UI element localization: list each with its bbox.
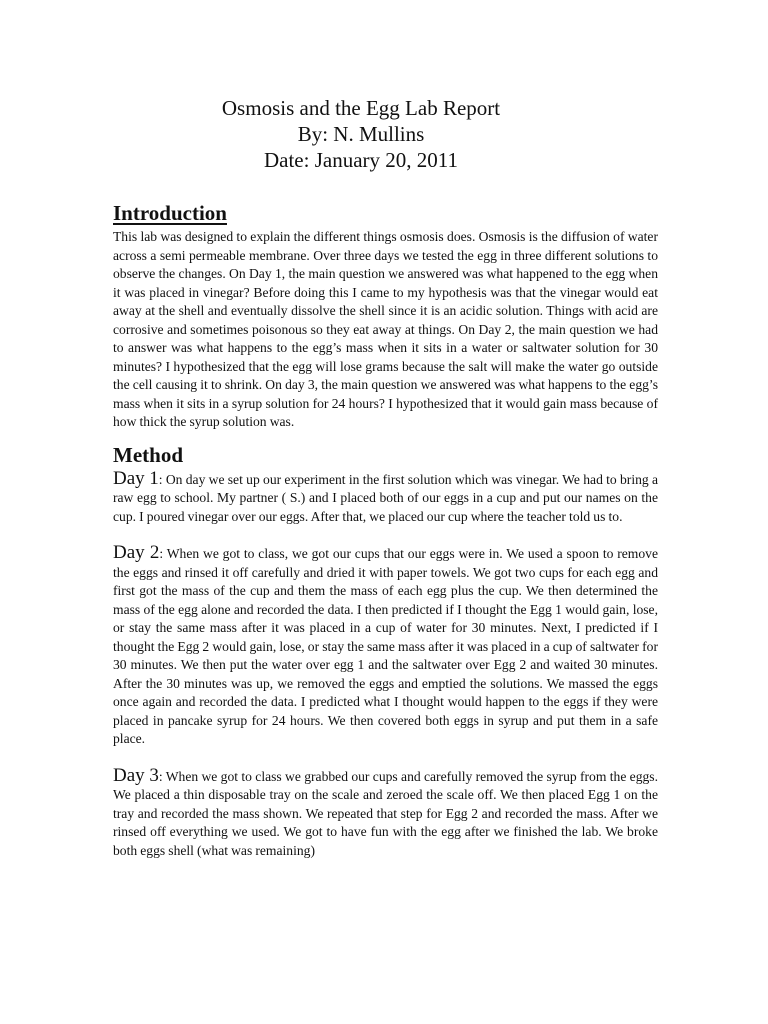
introduction-heading: Introduction (113, 201, 227, 225)
method-heading: Method (113, 442, 183, 467)
day-3-label: Day 3 (113, 764, 159, 786)
document-title: Osmosis and the Egg Lab Report (221, 96, 501, 120)
day-3-paragraph (113, 764, 658, 861)
day-1-paragraph (113, 467, 658, 527)
title-block (0, 95, 722, 173)
document-body (113, 200, 658, 860)
day-2-label: Day 2 (113, 542, 160, 563)
day-1-label: Day 1 (113, 467, 159, 489)
day-1-text: : On day we set up our experiment in the first solution which was vinegar. We had to bring a raw egg to school. My partner ( S.) and I placed both of our eggs in a cup and put our names on the cup. I poured vinegar over our eggs. After that, we placed our cup where the teacher told us to. (113, 471, 658, 524)
day-2-paragraph (113, 544, 658, 749)
day-3-text: : When we got to class we grabbed our cups and carefully removed the syrup from the eggs. We placed a thin disposable tray on the scale and zeroed the scale off. We then placed Egg 1 on the tray and recorded the mass shown. We repeated that step for Egg 2 and recorded the mass. After we rinsed off everything we used. We got to have fun with the egg after we finished the lab. We broke both eggs shell (what was remaining) (113, 768, 658, 858)
day-2-text: : When we got to class, we got our cups that our eggs were in. We used a spoon to remove the eggs and rinsed it off carefully and dried it with paper towels. We got two cups for each egg and first got the mass of the cup and them the mass of each egg plus the cup. We then determined the mass of the egg alone and recorded the data. I then predicted if I thought the Egg 1 would gain, lose, or stay the same mass after it was placed in a cup of water for 30 minutes. Next, I predicted if I thought the Egg 2 would gain, lose, or stay the same mass after it was placed in a cup of saltwater for 30 minutes. We then put the water over egg 1 and the saltwater over Egg 2 and waited 30 minutes. After the 30 minutes was up, we removed the eggs and emptied the solutions. We massed the eggs once again and recorded the data. I predicted what I thought would happen to the eggs if they were placed in pancake syrup for 24 hours. We then covered both eggs in syrup and put them in a safe place. (113, 546, 658, 746)
document-date: Date: January 20, 2011 (263, 148, 458, 172)
document-author: By: N. Mullins (297, 122, 425, 146)
introduction-paragraph: This lab was designed to explain the different things osmosis does. Osmosis is the diffusion of water across a semi permeable membrane. Over three days we tested the egg in three different solutions to observe the changes. On Day 1, the main question we answered was what happened to the egg when it was placed in vinegar? Before doing this I came to my hypothesis was that the vinegar would eat away at the shell and eventually dissolve the shell since it is an acidic solution. Things with acid are corrosive and sometimes poisonous so they eat away at things. On Day 2, the main question we had to answer was what happens to the egg’s mass when it sits in a water or saltwater solution for 30 minutes? I hypothesized that the egg will lose grams because the salt will make the water go outside the cell causing it to shrink. On day 3, the main question we answered was what happens to the egg’s mass when it sits in a syrup solution for 24 hours? I hypothesized that it would gain mass because of how thick the syrup solution was. (113, 229, 658, 429)
